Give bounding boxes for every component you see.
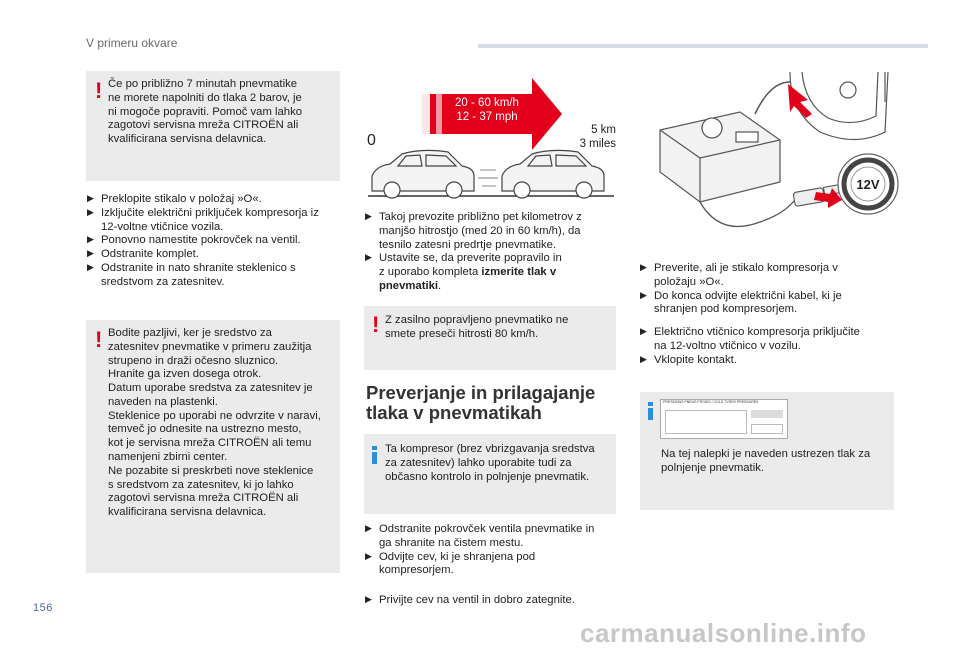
bullet-icon: ▶: [87, 206, 94, 217]
step-text: Izključite električni priključek kompresorja iz 12-voltne vtičnice vozila.: [101, 206, 319, 233]
pressure-label-title: PRESSIONS PNEUS FROIDS / COLD TYRES PRESSURES: [663, 400, 759, 404]
pressure-label-image: [660, 399, 788, 439]
distance-km: 5 km: [591, 124, 616, 136]
left-steps: [87, 193, 347, 289]
step-text: Odstranite komplet.: [101, 248, 199, 261]
page-number: 156: [33, 602, 53, 614]
info-icon: [648, 402, 653, 420]
middle-steps-top: [365, 211, 620, 294]
bullet-icon: ▶: [87, 234, 94, 245]
warning-icon: !: [372, 312, 380, 337]
bullet-icon: ▶: [640, 326, 647, 336]
list-item: [365, 551, 620, 579]
header-bar: [478, 44, 928, 48]
list-item: [87, 262, 347, 290]
step-text: Takoj prevozite približno pet kilometrov z manjšo hitrostjo (med 20 in 60 km/h), da tesnilo zatesni predrtje pnevmatike.: [379, 211, 582, 251]
info-text-1: Ta kompresor (brez vbrizgavanja sredstva za zatesnitev) lahko uporabite tudi za občasno kontrolo in polnjenje pnevmatik.: [385, 443, 595, 483]
list-item: [365, 211, 620, 252]
warning-text-3: Z zasilno popravljeno pnevmatiko ne smete preseči hitrosti 80 km/h.: [385, 314, 569, 340]
warning-text-2: Bodite pazljivi, ker je sredstvo za zatesnitev pnevmatike v primeru zaužitja strupeno in draži očesno sluznico. Hranite ga izven dosega otrok. Datum uporabe sredstva za zatesnitev je naveden na plastenki. Steklenice po uporabi ne odvrzite v naravi, temveč jo odnesite na ustrezno mesto, kot je servisna mreža CITROËN ali temu namenjeni zbirni center. Ne pozabite si preskrbeti nove steklenice s sredstvom za zatesnitev, ki jo lahko zagotovi servisna mreža CITROËN ali kvalificirana servisna delavnica.: [108, 327, 321, 519]
car-moving-icon: [478, 150, 604, 198]
list-item: [640, 262, 900, 290]
list-item: [87, 207, 347, 235]
speed-mph: 12 - 37 mph: [456, 111, 518, 123]
speed-kmh: 20 - 60 km/h: [455, 97, 519, 109]
info-text-2: Na tej nalepki je naveden ustrezen tlak za polnjenje pnevmatik.: [661, 448, 871, 474]
middle-step-last: [365, 594, 620, 608]
right-steps-b: [640, 326, 900, 367]
bullet-icon: ▶: [87, 261, 94, 272]
step-text-bold: izmerite tlak v pnevmatiki: [379, 266, 557, 292]
list-item: [87, 193, 347, 207]
bullet-icon: ▶: [640, 262, 647, 272]
right-steps-a: [640, 262, 900, 317]
list-item: [640, 354, 900, 368]
distance-miles: 3 miles: [579, 138, 616, 150]
warning-icon: !: [95, 78, 103, 103]
watermark: carmanualsonline.info: [580, 618, 867, 648]
compressor-figure: [640, 72, 900, 247]
section-heading: Preverjanje in prilagajanje tlaka v pnevmatikah: [366, 382, 596, 424]
step-text: Električno vtičnico kompresorja priključite na 12-voltno vtičnico v vozilu.: [654, 326, 860, 352]
bullet-icon: ▶: [365, 523, 372, 533]
info-icon: [372, 446, 377, 464]
step-text: Odstranite pokrovček ventila pnevmatike in ga shranite na čistem mestu.: [379, 523, 595, 549]
socket-label: 12V: [856, 177, 880, 192]
car-icon: [372, 150, 474, 198]
step-text: Ustavite se, da preverite popravilo in z uporabo kompleta: [379, 252, 562, 279]
step-text: Preverite, ali je stikalo kompresorja v položaju »O«.: [654, 262, 838, 288]
step-text: Ponovno namestite pokrovček na ventil.: [101, 234, 301, 247]
step-text-end: .: [438, 279, 442, 292]
step-text: Odstranite in nato shranite steklenico s sredstvom za zatesnitev.: [101, 261, 296, 288]
bullet-icon: ▶: [87, 193, 94, 203]
list-item: [365, 252, 620, 293]
step-text: Preklopite stikalo v položaj »O«.: [101, 193, 262, 205]
bullet-icon: ▶: [640, 353, 647, 364]
bullet-icon: ▶: [365, 252, 372, 263]
step-text: Vklopite kontakt.: [654, 353, 737, 366]
list-item: [640, 290, 900, 318]
list-item: [365, 523, 620, 551]
step-text: Odvijte cev, ki je shranjena pod kompresorjem.: [379, 550, 536, 577]
bullet-icon: ▶: [87, 248, 94, 259]
warning-text-1: Če po približno 7 minutah pnevmatike ne morete napolniti do tlaka 2 barov, je ni mogoče popraviti. Pomoč vam lahko zagotovi servisna mreža CITROËN ali kvalificirana servisna delavnica.: [108, 78, 303, 146]
bullet-icon: ▶: [365, 550, 372, 561]
list-item: [87, 248, 347, 262]
start-zero: 0: [367, 132, 376, 149]
section-title: V primeru okvare: [86, 36, 178, 50]
middle-steps-bottom: [365, 523, 620, 578]
list-item: [87, 234, 347, 248]
list-item: [640, 326, 900, 354]
bullet-icon: ▶: [365, 211, 372, 221]
warning-icon: !: [95, 327, 103, 352]
step-text: Do konca odvijte električni kabel, ki je shranjen pod kompresorjem.: [654, 289, 842, 316]
bullet-icon: ▶: [640, 289, 647, 300]
step-text: Privijte cev na ventil in dobro zategnite.: [379, 594, 575, 606]
bullet-icon: ▶: [365, 594, 372, 604]
list-item: [365, 594, 620, 608]
